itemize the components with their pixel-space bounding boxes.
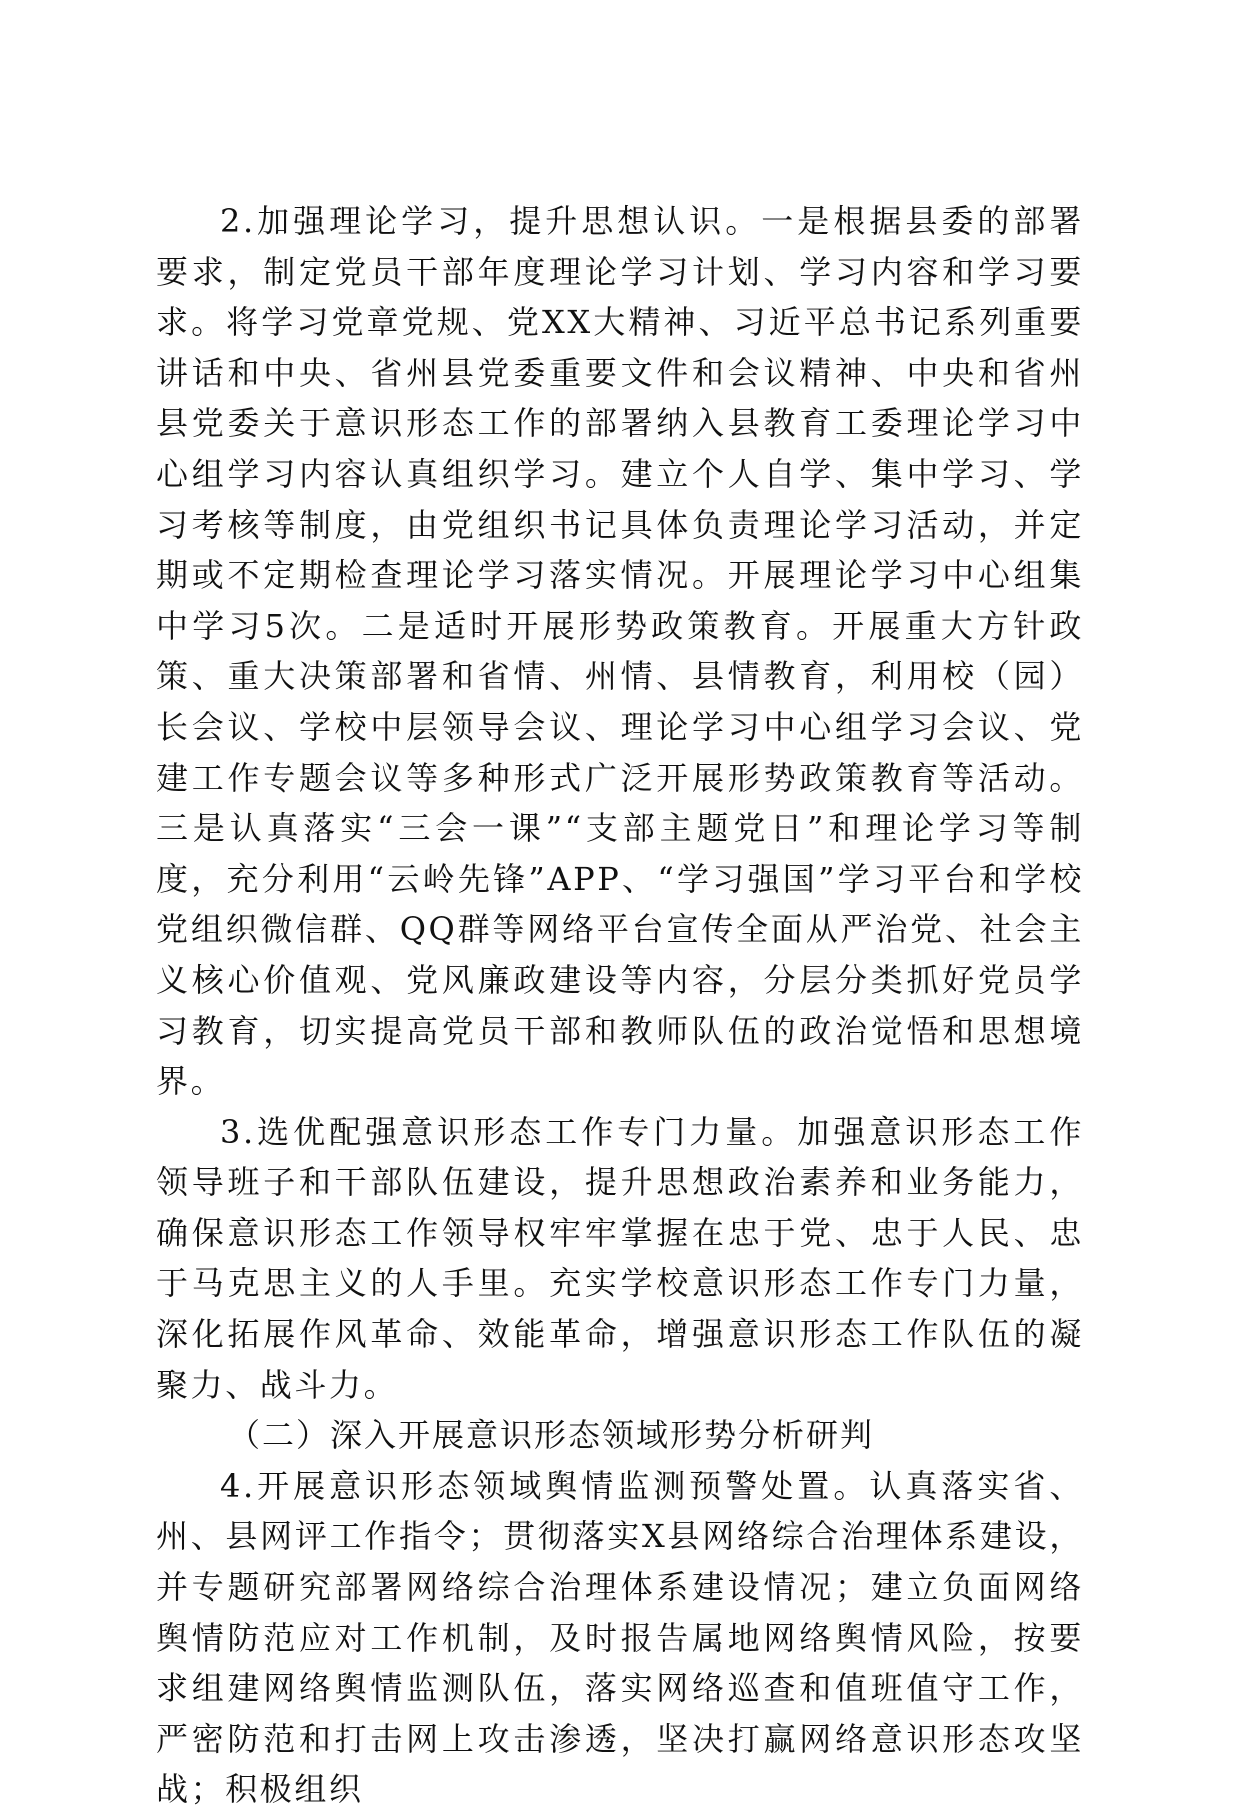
paragraph-theory-study: 2.加强理论学习，提升思想认识。一是根据县委的部署要求，制定党员干部年度理论学习计划、学习内容和学习要求。将学习党章党规、党XX大精神、习近平总书记系列重要讲话和中央、省州县党委重要文件和会议精神、中央和省州县党委关于意识形态工作的部署纳入县教育工委理论学习中心组学习内容认真组织学习。建立个人自学、集中学习、学习考核等制度，由党组织书记具体负责理论学习活动，并定期或不定期检查理论学习落实情况。开展理论学习中心组集中学习5次。二是适时开展形势政策教育。开展重大方针政策、重大决策部署和省情、州情、县情教育，利用校（园）长会议、学校中层领导会议、理论学习中心组学习会议、党建工作专题会议等多种形式广泛开展形势政策教育等活动。三是认真落实“三会一课”“支部主题党日”和理论学习等制度，充分利用“云岭先锋”APP、“学习强国”学习平台和学校党组织微信群、QQ群等网络平台宣传全面从严治党、社会主义核心价值观、党风廉政建设等内容，分层分类抓好党员学习教育，切实提高党员干部和教师队伍的政治觉悟和思想境界。 [156,202,1084,1101]
section-heading: （二）深入开展意识形态领域形势分析研判 [228,1416,875,1455]
paragraph-public-opinion-monitoring: 4.开展意识形态领域舆情监测预警处置。认真落实省、州、县网评工作指令；贯彻落实X县网络综合治理体系建设，并专题研究部署网络综合治理体系建设情况；建立负面网络舆情防范应对工作机制，及时报告属地网络舆情风险，按要求组建网络舆情监测队伍，落实网络巡查和值班值守工作，严密防范和打击网上攻击渗透，坚决打赢网络意识形态攻坚战；积极组织 [156,1466,1084,1809]
document-body [156,196,1084,1815]
paragraph-ideology-workforce: 3.选优配强意识形态工作专门力量。加强意识形态工作领导班子和干部队伍建设，提升思想政治素养和业务能力，确保意识形态工作领导权牢牢掌握在忠于党、忠于人民、忠于马克思主义的人手里。充实学校意识形态工作专门力量，深化拓展作风革命、效能革命，增强意识形态工作队伍的凝聚力、战斗力。 [156,1112,1084,1404]
